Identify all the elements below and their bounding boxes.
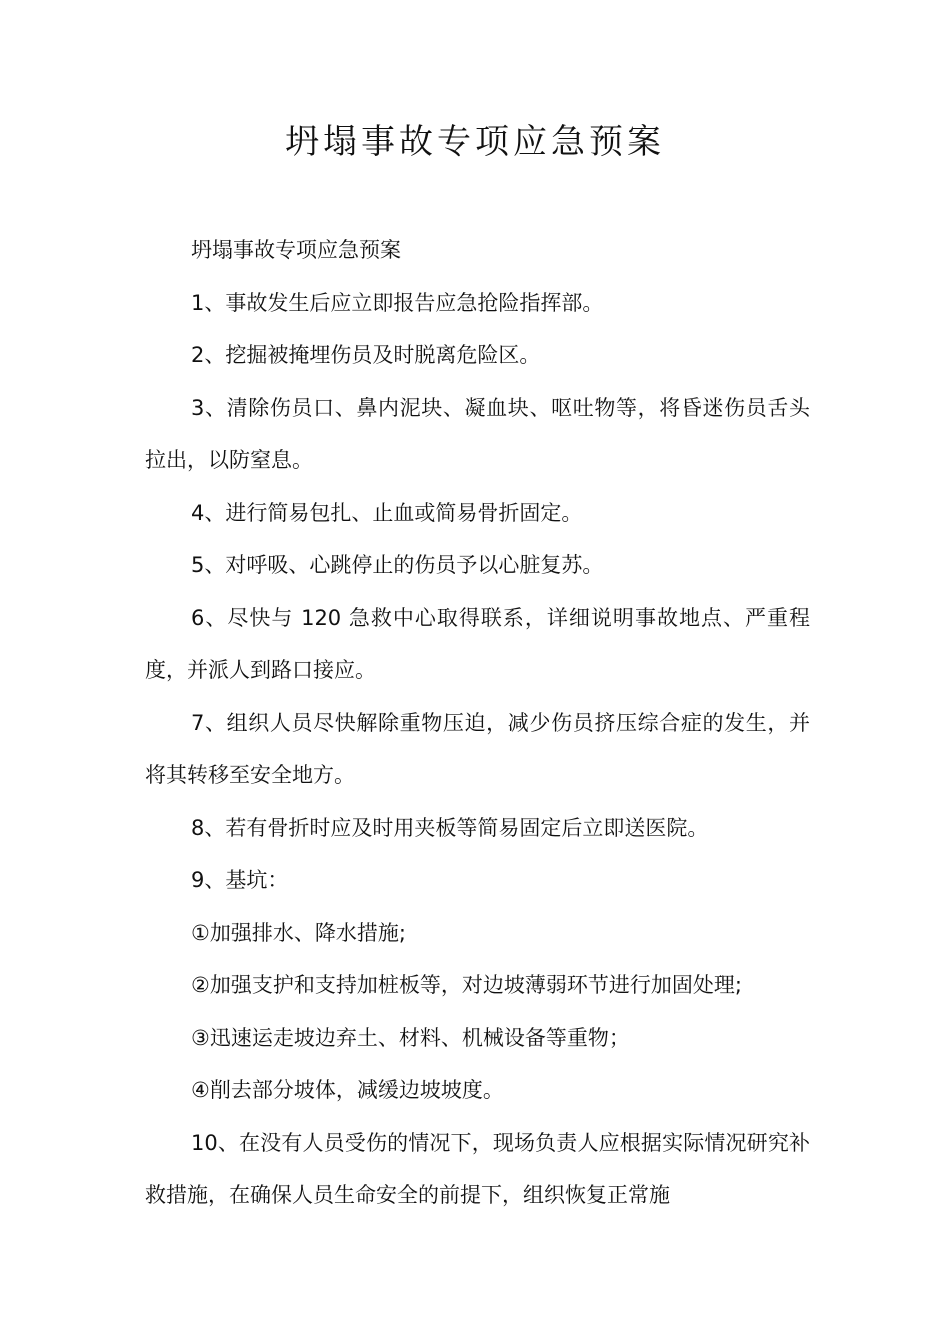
paragraph-item-2: 2、挖掘被掩埋伤员及时脱离危险区。 xyxy=(191,343,541,367)
paragraph-item-3: 3、清除伤员口、鼻内泥块、凝血块、呕吐物等，将昏迷伤员舌头拉出，以防窒息。 xyxy=(145,395,810,472)
paragraph-subitem-3: ③迅速运走坡边弃土、材料、机械设备等重物； xyxy=(191,1025,630,1050)
paragraph-item-4: 4、进行简易包扎、止血或简易骨折固定。 xyxy=(191,500,583,525)
document-title: 坍塌事故专项应急预案 xyxy=(285,122,665,162)
paragraph-item-9: 9、基坑： xyxy=(191,868,289,892)
paragraph-item-6: 6、尽快与 120 急救中心取得联系，详细说明事故地点、严重程度，并派人到路口接应。 xyxy=(145,605,810,682)
document-body xyxy=(145,224,810,1222)
paragraph-heading: 坍塌事故专项应急预案 xyxy=(191,238,401,262)
paragraph-item-1: 1、事故发生后应立即报告应急抢险指挥部。 xyxy=(191,290,604,315)
paragraph-subitem-4: ④削去部分坡体，减缓边坡坡度。 xyxy=(191,1078,504,1102)
paragraph-item-5: 5、对呼吸、心跳停止的伤员予以心脏复苏。 xyxy=(191,553,604,577)
paragraph-item-8: 8、若有骨折时应及时用夹板等简易固定后立即送医院。 xyxy=(191,815,709,840)
paragraph-subitem-2: ②加强支护和支持加桩板等，对边坡薄弱环节进行加固处理; xyxy=(191,973,742,997)
paragraph-item-10: 10、在没有人员受伤的情况下，现场负责人应根据实际情况研究补救措施，在确保人员生命安全的前提下，组织恢复正常施 xyxy=(145,1130,810,1207)
paragraph-item-7: 7、组织人员尽快解除重物压迫，减少伤员挤压综合症的发生，并将其转移至安全地方。 xyxy=(145,710,810,787)
paragraph-subitem-1: ①加强排水、降水措施; xyxy=(191,920,406,945)
